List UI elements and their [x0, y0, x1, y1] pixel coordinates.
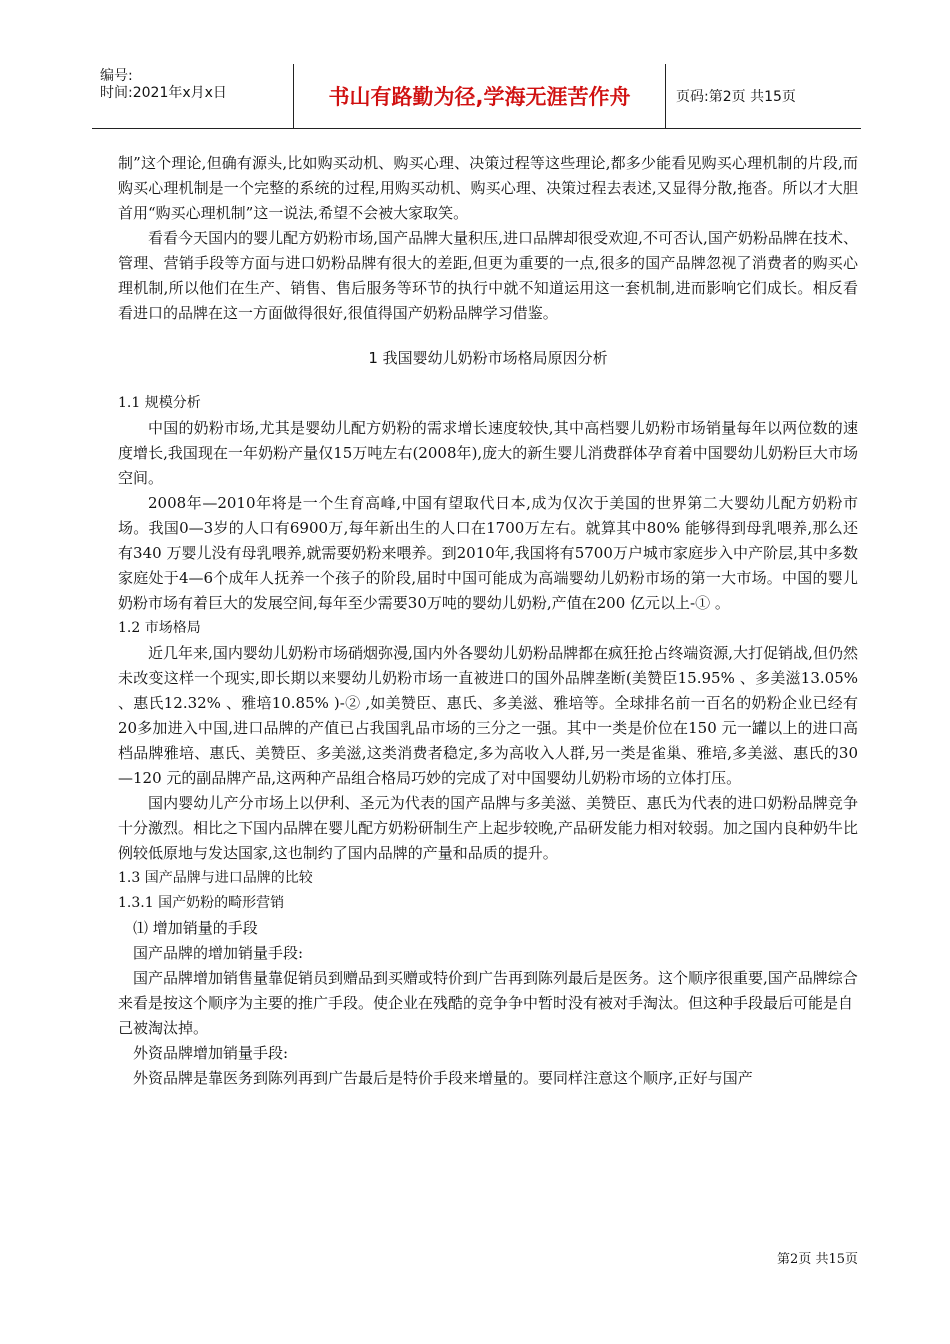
time-label: 时间:2021年x月x日 [100, 85, 227, 101]
header-meta [92, 64, 294, 128]
paragraph: 外资品牌增加销量手段: [133, 1044, 289, 1062]
page-header [92, 64, 861, 129]
header-motto: 书山有路勤为径,学海无涯苦作舟 [294, 64, 666, 128]
subsection-heading: 1.1 规模分析 [118, 395, 201, 411]
number-label: 编号: [100, 68, 133, 84]
paragraph: 国产品牌的增加销量手段: [133, 944, 304, 962]
paragraph: 2008年—2010年将是一个生育高峰,中国有望取代日本,成为仅次于美国的世界第二大婴幼儿配方奶粉市场。我国0—3岁的人口有6900万,每年新出生的人口在1700万左右。就算其中80% 能够得到母乳喂养,那么还有340 万婴儿没有母乳喂养,就需要奶粉来喂养。到2010年,我国将有5700万户城市家庭步入中产阶层,其中多数家庭处于4—6个成年人抚养一个孩子的阶段,届时中国可能成为高端婴幼儿奶粉市场的第一大市场。中国的婴儿奶粉市场有着巨大的发展空间,每年至少需要30万吨的婴幼儿奶粉,产值在200 亿元以上-① 。 [118, 494, 858, 612]
document-body [118, 151, 858, 1091]
header-page-info: 页码:第2页 共15页 [676, 89, 796, 105]
paragraph: 制”这个理论,但确有源头,比如购买动机、购买心理、决策过程等这些理论,都多少能看见购买心理机制的片段,而购买心理机制是一个完整的系统的过程,用购买动机、购买心理、决策过程去表述,又显得分散,拖沓。所以才大胆首用“购买心理机制”这一说法,希望不会被大家取笑。 [118, 154, 858, 222]
paragraph: 国内婴幼儿产分市场上以伊利、圣元为代表的国产品牌与多美滋、美赞臣、惠氏为代表的进口奶粉品牌竞争十分激烈。相比之下国内品牌在婴儿配方奶粉研制生产上起步较晚,产品研发能力相对较弱。加之国内良种奶牛比例较低原地与发达国家,这也制约了国内品牌的产量和品质的提升。 [118, 794, 858, 862]
list-item: ⑴ 增加销量的手段 [133, 919, 258, 937]
paragraph: 中国的奶粉市场,尤其是婴幼儿配方奶粉的需求增长速度较快,其中高档婴儿奶粉市场销量每年以两位数的速度增长,我国现在一年奶粉产量仅15万吨左右(2008年),庞大的新生婴儿消费群体孕育着中国婴幼儿奶粉巨大市场空间。 [118, 419, 858, 487]
paragraph: 国产品牌增加销售量靠促销员到赠品到买赠或特价到广告再到陈列最后是医务。这个顺序很重要,国产品牌综合来看是按这个顺序为主要的推广手段。使企业在残酷的竞争争中暂时没有被对手淘汰。但这种手段最后可能是自己被淘汰掉。 [118, 969, 858, 1037]
subsection-heading: 1.3.1 国产奶粉的畸形营销 [118, 895, 285, 911]
subsection-heading: 1.2 市场格局 [118, 620, 201, 636]
subsection-heading: 1.3 国产品牌与进口品牌的比较 [118, 870, 313, 886]
paragraph: 外资品牌是靠医务到陈列再到广告最后是特价手段来增量的。要同样注意这个顺序,正好与国产 [133, 1069, 753, 1087]
section-title: 1 我国婴幼儿奶粉市场格局原因分析 [368, 349, 608, 367]
paragraph: 近几年来,国内婴幼儿奶粉市场硝烟弥漫,国内外各婴幼儿奶粉品牌都在疯狂抢占终端资源,大打促销战,但仍然未改变这样一个现实,即长期以来婴幼儿奶粉市场一直被进口的国外品牌垄断(美赞臣15.95% 、多美滋13.05% 、惠氏12.32% 、雅培10.85% )-② ,如美赞臣、惠氏、多美滋、雅培等。全球排名前一百名的奶粉企业已经有20多加进入中国,进口品牌的产值已占我国乳品市场的三分之一强。其中一类是价位在150 元一罐以上的进口高档品牌雅培、惠氏、美赞臣、多美滋,这类消费者稳定,多为高收入人群,另一类是雀巢、雅培,多美滋、惠氏的30—120 元的副品牌产品,这两种产品组合格局巧妙的完成了对中国婴幼儿奶粉市场的立体打压。 [118, 644, 858, 787]
paragraph: 看看今天国内的婴儿配方奶粉市场,国产品牌大量积压,进口品牌却很受欢迎,不可否认,国产奶粉品牌在技术、管理、营销手段等方面与进口奶粉品牌有很大的差距,但更为重要的一点,很多的国产品牌忽视了消费者的购买心理机制,所以他们在生产、销售、售后服务等环节的执行中就不知道运用这一套机制,进而影响它们成长。相反看看进口的品牌在这一方面做得很好,很值得国产奶粉品牌学习借鉴。 [118, 229, 858, 322]
page-footer: 第2页 共15页 [777, 1252, 858, 1267]
